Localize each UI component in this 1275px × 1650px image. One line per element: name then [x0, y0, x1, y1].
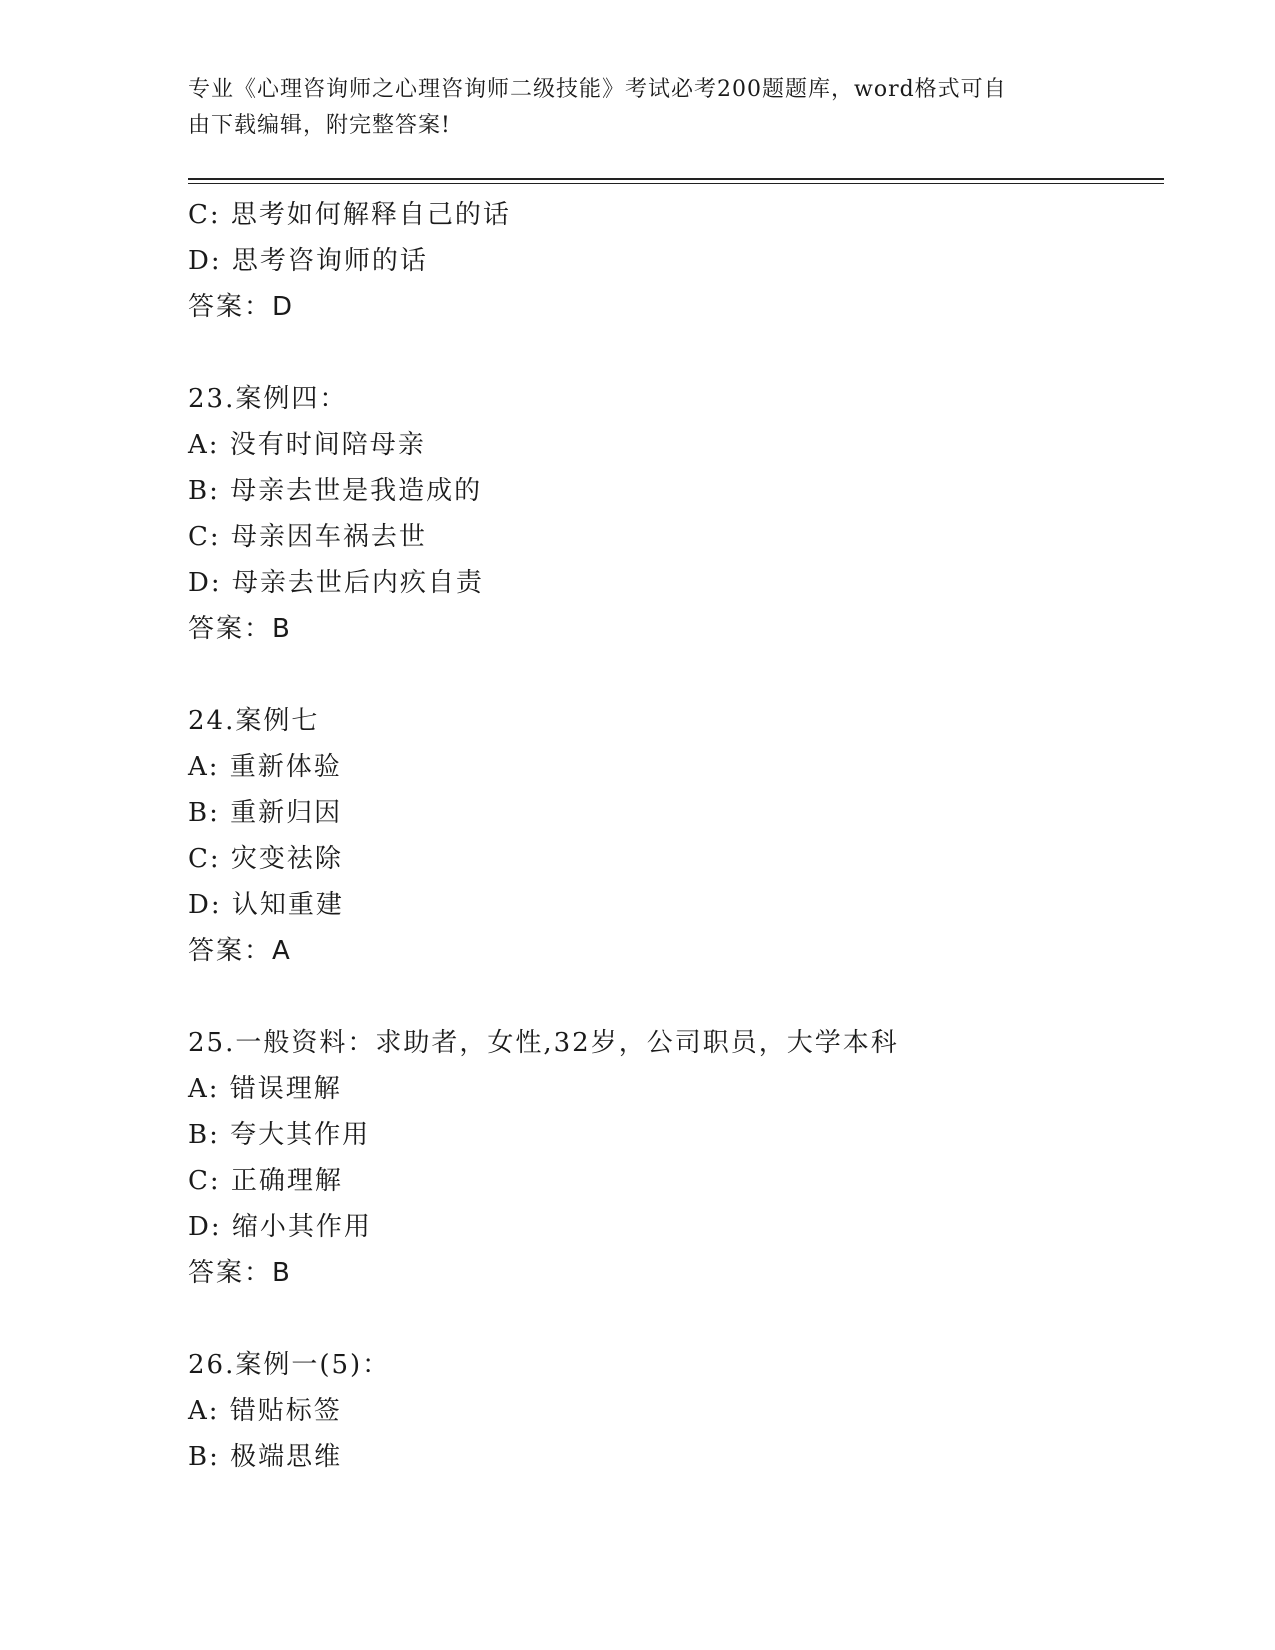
- answer-line: 答案：A: [188, 936, 292, 966]
- option-a: A: 重新体验: [188, 752, 342, 782]
- option-b: B: 重新归因: [188, 798, 343, 828]
- option-b: B: 母亲去世是我造成的: [188, 476, 483, 506]
- option-c: C: 思考如何解释自己的话: [188, 200, 511, 230]
- spacer: [188, 1296, 1164, 1342]
- header-rule-thin: [188, 183, 1164, 184]
- header-line-1: 专业《心理咨询师之心理咨询师二级技能》考试必考200题题库，word格式可自: [188, 77, 1007, 102]
- question-list: [188, 192, 1164, 1480]
- question-title: 23.案例四：: [188, 384, 348, 414]
- spacer: [188, 652, 1164, 698]
- option-d: D: 思考咨询师的话: [188, 246, 428, 276]
- option-b: B: 夸大其作用: [188, 1120, 371, 1150]
- option-a: A: 错误理解: [188, 1074, 342, 1104]
- option-a: A: 没有时间陪母亲: [188, 430, 426, 460]
- option-c: C: 正确理解: [188, 1166, 343, 1196]
- answer-line: 答案：B: [188, 1258, 292, 1288]
- option-c: C: 母亲因车祸去世: [188, 522, 427, 552]
- option-a: A: 错贴标签: [188, 1396, 342, 1426]
- option-c: C: 灾变祛除: [188, 844, 343, 874]
- option-d: D: 缩小其作用: [188, 1212, 372, 1242]
- header-rule-thick: [188, 178, 1164, 180]
- option-d: D: 母亲去世后内疚自责: [188, 568, 484, 598]
- question-title: 26.案例一(5)：: [188, 1350, 391, 1380]
- spacer: [188, 330, 1164, 376]
- answer-line: 答案：B: [188, 614, 292, 644]
- spacer: [188, 974, 1164, 1020]
- answer-line: 答案：D: [188, 292, 295, 322]
- option-d: D: 认知重建: [188, 890, 344, 920]
- question-title: 24.案例七: [188, 706, 320, 736]
- header-line-2: 由下载编辑，附完整答案!: [188, 113, 451, 138]
- question-title: 25.一般资料：求助者，女性,32岁，公司职员，大学本科: [188, 1028, 899, 1058]
- option-b: B: 极端思维: [188, 1442, 343, 1472]
- document-header: [188, 72, 1068, 144]
